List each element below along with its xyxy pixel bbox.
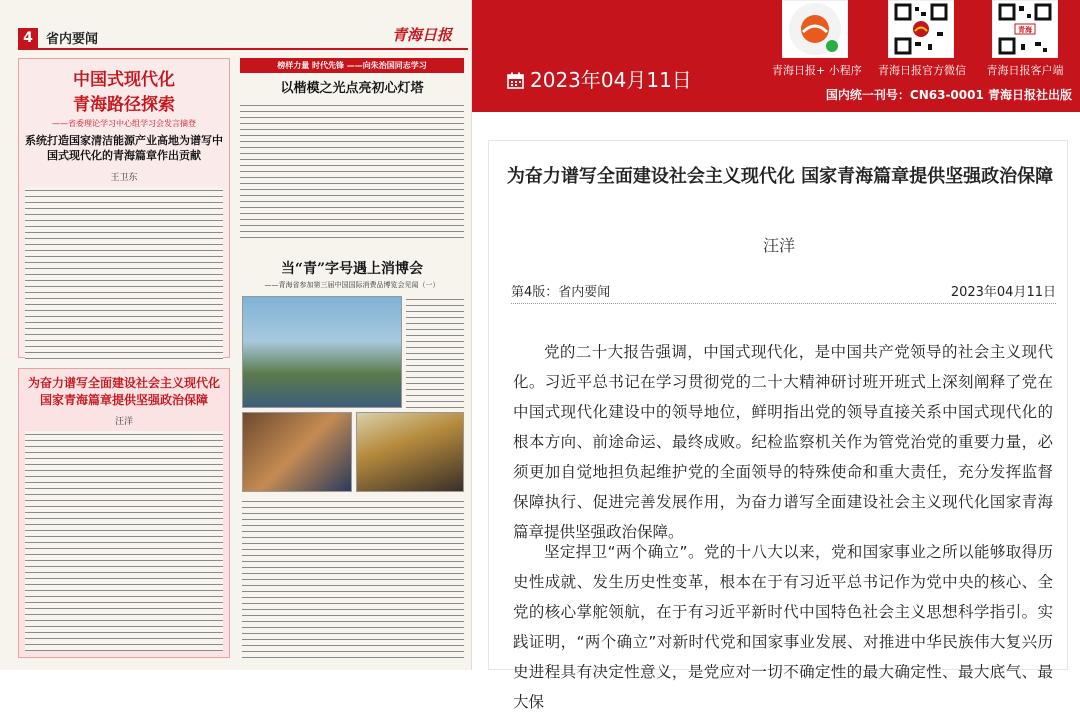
lead-headline: 系统打造国家清洁能源产业高地为谱写中国式现代化的青海篇章作出贡献: [25, 134, 223, 162]
article-author: 汪洋: [762, 236, 795, 255]
lead-story[interactable]: [18, 58, 230, 358]
model-body-text: [240, 102, 464, 242]
model-story[interactable]: [240, 58, 464, 238]
lead-body-text: [25, 187, 223, 363]
expo-caption-text: [406, 296, 464, 408]
expo-body-text: [242, 498, 464, 658]
selected-article-block[interactable]: [18, 368, 230, 658]
article-paragraph: 坚定捍卫“两个确立”。党的十八大以来，党和国家事业之所以能够取得历史性成就、发生历史性变革，根本在于有习近平总书记作为党中央的核心、全党的核心掌舵领航，在于有习近平新时代中国特色社会主义思想科学指引。实践证明，“两个确立”对新时代党和国家事业发展、对推进中华民族伟大复兴历史进程具有决定性意义，是党应对一切不确定性的最大确定性、最大底气、最大保: [513, 543, 1053, 711]
expo-story-head[interactable]: [240, 258, 464, 298]
date-display: [507, 64, 692, 93]
qr-mini-program[interactable]: [772, 0, 862, 78]
expo-headline: 当“青”字号遇上消博会: [280, 261, 424, 277]
article2-author: 汪洋: [114, 417, 133, 427]
banner-label: 榜样力量 时代先锋 ——向朱治国同志学习: [240, 58, 464, 73]
calendar-icon: [507, 70, 524, 87]
qr-label: 青海日报客户端: [986, 64, 1064, 77]
paper-logo: 青海日报: [391, 26, 452, 44]
page-number: 4: [18, 28, 38, 48]
article-edition: 第4版：省内要闻: [511, 285, 611, 300]
article-panel: [488, 140, 1068, 711]
article-meta: [511, 278, 1056, 304]
qr-code-icon: [782, 0, 848, 58]
qr-label: 青海日报官方微信: [878, 64, 966, 77]
qr-code-icon: [888, 0, 954, 58]
expo-photo-1: [242, 296, 402, 408]
qr-app[interactable]: [982, 0, 1068, 78]
expo-photo-3: [356, 412, 464, 492]
qr-code-icon: [992, 0, 1058, 58]
current-date: 2023年04月11日: [530, 68, 692, 92]
lead-title-1: 中国式现代化: [73, 70, 175, 90]
expo-subtitle: ——青海省参加第三届中国国际消费品博览会见闻（一）: [264, 281, 440, 289]
qr-wechat[interactable]: [878, 0, 964, 78]
model-headline: 以楷模之光点亮初心灯塔: [280, 81, 424, 96]
lead-author: 王卫东: [110, 173, 138, 183]
paper-section-name: 省内要闻: [46, 32, 99, 47]
article2-body-text: [25, 431, 223, 651]
lead-subtitle: ——省委理论学习中心组学习会发言摘登: [52, 119, 196, 128]
qr-label: 青海日报+ 小程序: [772, 64, 862, 77]
expo-photo-2: [242, 412, 352, 492]
article-date: 2023年04月11日: [950, 285, 1056, 300]
article2-headline: 为奋力谱写全面建设社会主义现代化国家青海篇章提供坚强政治保障: [27, 376, 220, 407]
paper-header: [18, 24, 468, 50]
publication-info: 国内统一刊号：CN63-0001 青海日报社出版: [825, 88, 1072, 102]
newspaper-page-image[interactable]: [0, 0, 472, 670]
lead-title-2: 青海路径探索: [73, 95, 175, 115]
svg-text:青海: 青海: [1018, 25, 1032, 34]
article-title: 为奋力谱写全面建设社会主义现代化 国家青海篇章提供坚强政治保障: [506, 166, 1054, 187]
article-paragraph: 党的二十大报告强调，中国式现代化，是中国共产党领导的社会主义现代化。习近平总书记在学习贯彻党的二十大精神研讨班开班式上深刻阐释了党在中国式现代化建设中的领导地位，鲜明指出党的领导直接关系中国式现代化的根本方向、前途命运、最终成败。纪检监察机关作为管党治党的重要力量，必须更加自觉地担负起维护党的全面领导的特殊使命和重大责任，充分发挥监督保障执行、促进完善发展作用，为奋力谱写全面建设社会主义现代化国家青海篇章提供坚强政治保障。: [513, 343, 1053, 541]
